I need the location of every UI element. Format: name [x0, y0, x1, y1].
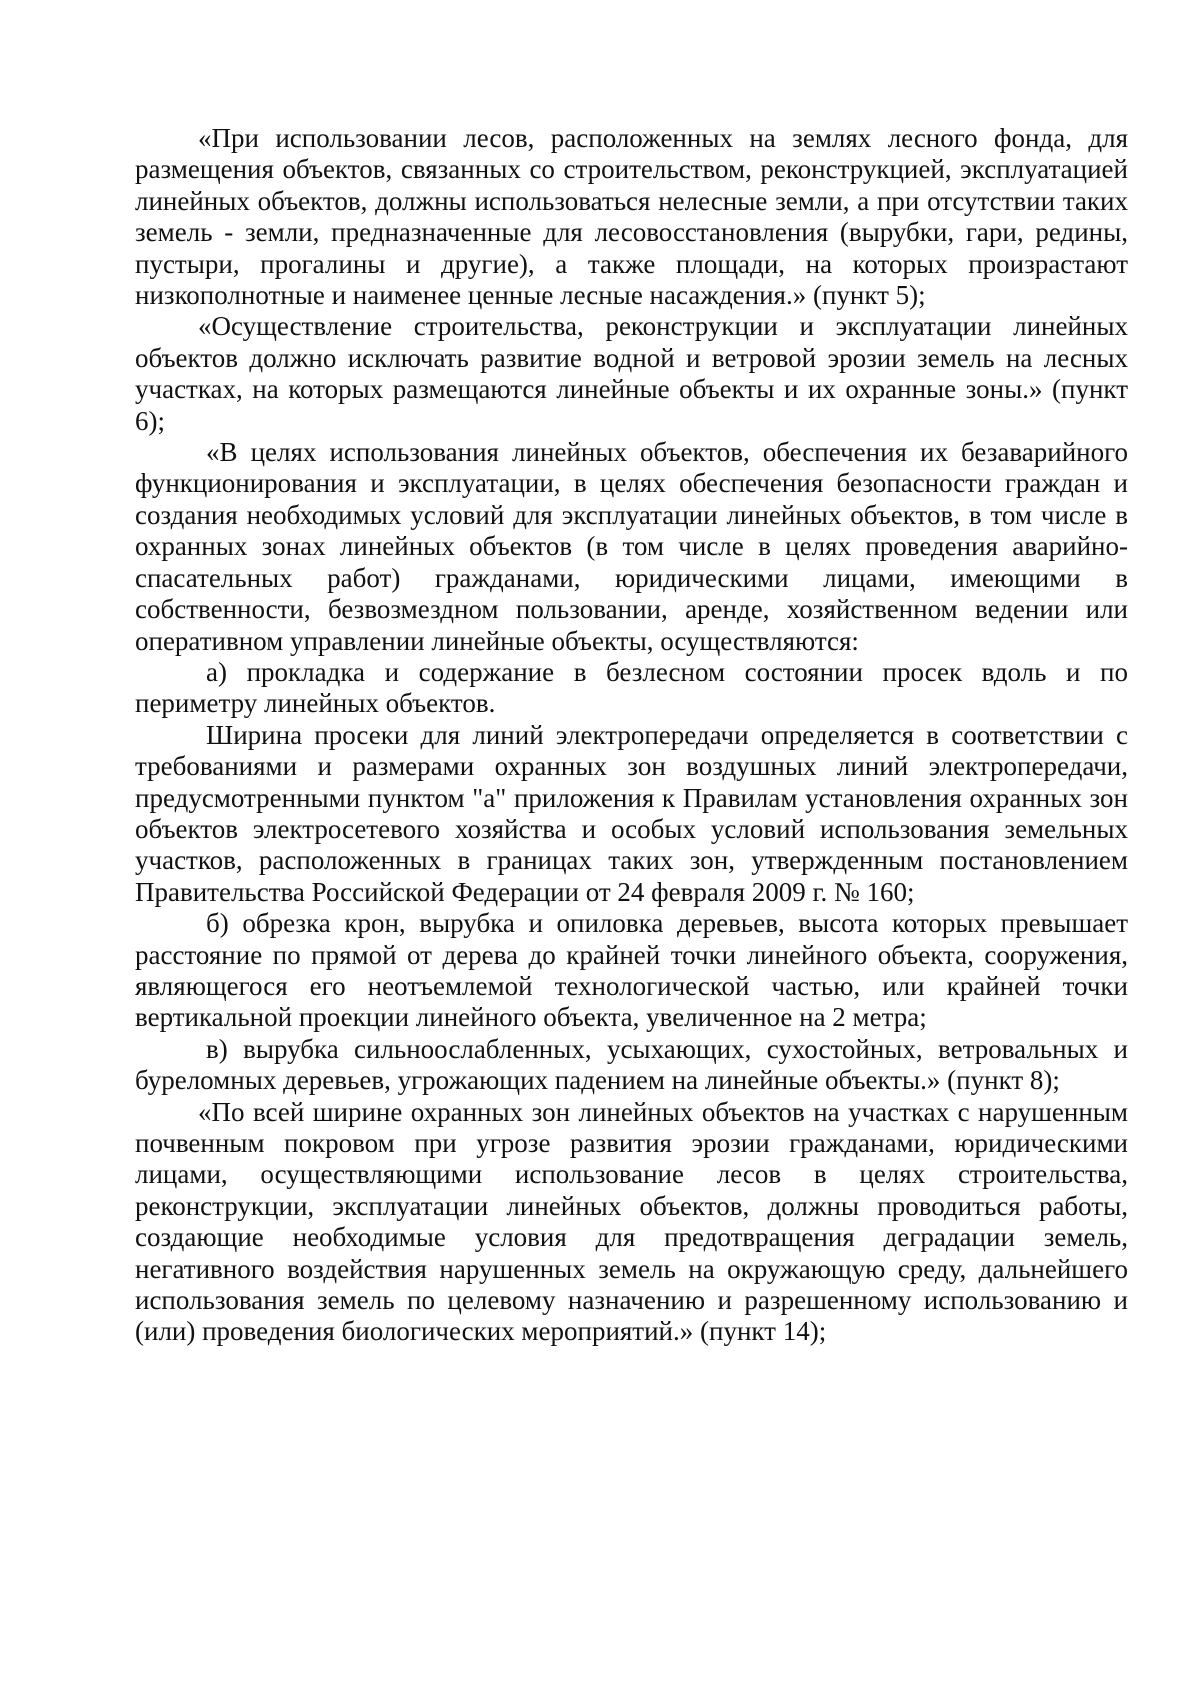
document-body — [135, 123, 1128, 1348]
paragraph-clause-8-intro: «В целях использования линейных объектов, обеспечения их безаварийного функционирования и эксплуатации, в целях обеспечения безопасности граждан и создания необходимых условий для эксплуатации линейных объектов, в том числе в охранных зонах линейных объектов (в том числе в целях проведения аварийно-спасательных работ) гражданами, юридическими лицами, имеющими в собственности, безвозмездном пользовании, аренде, хозяйственном ведении или оперативном управлении линейные объекты, осуществляются: — [135, 437, 1128, 656]
paragraph-item-v: в) вырубка сильноослабленных, усыхающих, сухостойных, ветровальных и буреломных деревьев, угрожающих падением на линейные объекты.» (пункт 8); — [135, 1033, 1128, 1096]
paragraph-item-a: а) прокладка и содержание в безлесном состоянии просек вдоль и по периметру линейных объектов. — [135, 656, 1128, 719]
paragraph-clause-5: «При использовании лесов, расположенных на землях лесного фонда, для размещения объектов, связанных со строительством, реконструкцией, эксплуатацией линейных объектов, должны использоваться нелесные земли, а при отсутствии таких земель - земли, предназначенные для лесовосстановления (вырубки, гари, редины, пустыри, прогалины и другие), а также площади, на которых произрастают низкополнотные и наименее ценные лесные насаждения.» (пункт 5); — [135, 123, 1128, 311]
paragraph-item-b: б) обрезка крон, вырубка и опиловка деревьев, высота которых превышает расстояние по прямой от дерева до крайней точки линейного объекта, сооружения, являющегося его неотъемлемой технологической частью, или крайней точки вертикальной проекции линейного объекта, увеличенное на 2 метра; — [135, 908, 1128, 1033]
paragraph-clause-14: «По всей ширине охранных зон линейных объектов на участках с нарушенным почвенным покровом при угрозе развития эрозии гражданами, юридическими лицами, осуществляющими использование лесов в целях строительства, реконструкции, эксплуатации линейных объектов, должны проводиться работы, создающие необходимые условия для предотвращения деградации земель, негативного воздействия нарушенных земель на окружающую среду, дальнейшего использования земель по целевому назначению и разрешенному использованию и (или) проведения биологических мероприятий.» (пункт 14); — [135, 1096, 1128, 1347]
paragraph-clause-6: «Осуществление строительства, реконструкции и эксплуатации линейных объектов должно исключать развитие водной и ветровой эрозии земель на лесных участках, на которых размещаются линейные объекты и их охранные зоны.» (пункт 6); — [135, 311, 1128, 436]
paragraph-clearing-width: Ширина просеки для линий электропередачи определяется в соответствии с требованиями и размерами охранных зон воздушных линий электропередачи, предусмотренными пунктом "а" приложения к Правилам установления охранных зон объектов электросетевого хозяйства и особых условий использования земельных участков, расположенных в границах таких зон, утвержденным постановлением Правительства Российской Федерации от 24 февраля 2009 г. № 160; — [135, 719, 1128, 907]
